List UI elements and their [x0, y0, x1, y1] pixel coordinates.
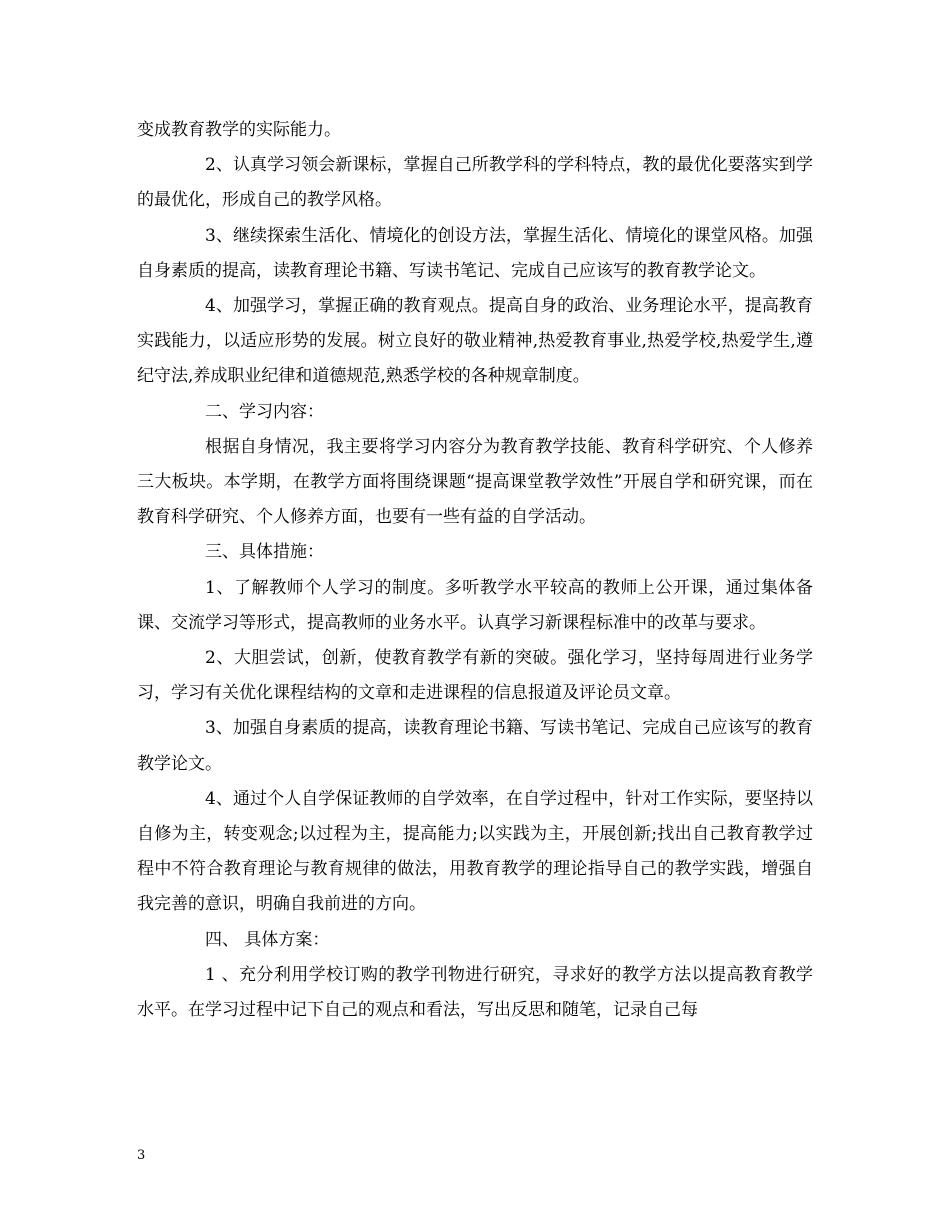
paragraph-measure-3: 3、加强自身素质的提高，读教育理论书籍、写读书笔记、完成自己应该写的教育教学论文。: [137, 718, 813, 774]
paragraph-measure-1: 1、了解教师个人学习的制度。多听教学水平较高的教师上公开课，通过集体备课、交流学习等形式，提高教师的业务水平。认真学习新课程标准中的改革与要求。: [137, 577, 813, 633]
page-number: 3: [137, 1148, 146, 1163]
section-heading-learning-content: 二、学习内容：: [205, 401, 324, 422]
section-heading-measures: 三、具体措施：: [205, 542, 324, 563]
section-heading-plan: 四、 具体方案：: [205, 929, 330, 950]
paragraph-item-3-exploration: 3、继续探索生活化、情境化的创设方法，掌握生活化、情境化的课堂风格。加强自身素质的提高，读教育理论书籍、写读书笔记、完成自己应该写的教育教学论文。: [137, 225, 813, 281]
paragraph-learning-content: 根据自身情况，我主要将学习内容分为教育教学技能、教育科学研究、个人修养三大板块。本学期，在教学方面将围绕课题“提高课堂教学效性”开展自学和研究课，而在教育科学研究、个人修养方面，也要有一些有益的自学活动。: [137, 436, 813, 528]
document-body: [137, 113, 813, 1028]
paragraph-continuation: 变成教育教学的实际能力。: [137, 120, 341, 140]
paragraph-plan-1: 1 、充分利用学校订购的教学刊物进行研究，寻求好的教学方法以提高教育教学水平。在学习过程中记下自己的观点和看法，写出反思和随笔，记录自己每: [137, 964, 813, 1021]
paragraph-item-2-curriculum: 2、认真学习领会新课标，掌握自己所教学科的学科特点，教的最优化要落实到学的最优化，形成自己的教学风格。: [137, 155, 813, 211]
paragraph-item-4-study: 4、加强学习，掌握正确的教育观点。提高自身的政治、业务理论水平，提高教育实践能力，以适应形势的发展。树立良好的敬业精神,热爱教育事业,热爱学校,热爱学生,遵纪守法,养成职业纪律和道德规范,熟悉学校的各种规章制度。: [137, 296, 813, 387]
paragraph-measure-2: 2、大胆尝试，创新，使教育教学有新的突破。强化学习，坚持每周进行业务学习，学习有关优化课程结构的文章和走进课程的信息报道及评论员文章。: [137, 648, 813, 704]
paragraph-measure-4: 4、通过个人自学保证教师的自学效率，在自学过程中，针对工作实际，要坚持以自修为主，转变观念;以过程为主，提高能力;以实践为主，开展创新;找出自己教育教学过程中不符合教育理论与教育规律的做法，用教育教学的理论指导自己的教学实践，增强自我完善的意识，明确自我前进的方向。: [137, 788, 813, 915]
